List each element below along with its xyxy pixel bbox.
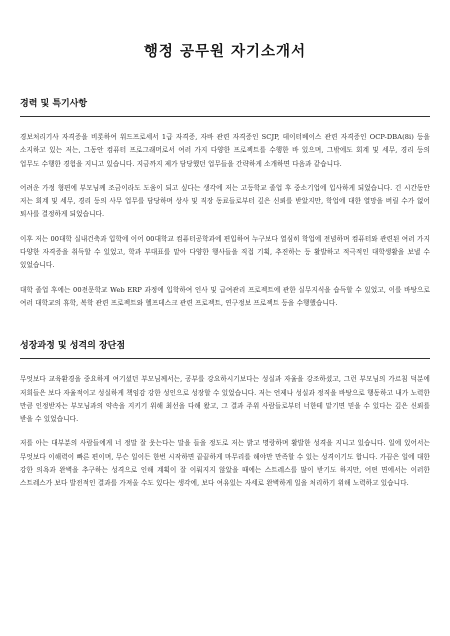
paragraph: 무엇보다 교육환경을 중요하게 여기셨던 부모님께서는, 공부를 강요하시기보다는 성실과 자율을 강조하셨고, 그런 부모님의 가르침 덕분에 저희들은 보다 자율적이고 성실하게 책임감 강한 성인으로 성장할 수 있었습니다. 저는 언제나 성실과 정직을 바탕으로 행동하고 내가 노력한 만큼 인정받자는 부모님과의 약속을 지키기 위해 최선을 다해 왔고, 그 결과 주위 사람들로부터 너한테 맡기면 믿을 수 있다는 깊은 신뢰를 받을 수 있었습니다. (20, 375, 430, 424)
paragraph: 어려운 가정 형편에 부모님께 조금이라도 도움이 되고 싶다는 생각에 저는 고등학교 졸업 후 중소기업에 입사하게 되었습니다. 긴 시간동안 저는 회계 및 세무, 경리 등의 사무 업무를 담당하며 상사 및 직장 동료들로부터 깊은 신뢰를 받았지만, 학업에 대한 열망을 버릴 수가 없어 퇴사를 결정하게 되었습니다. (20, 183, 430, 219)
section-divider (20, 358, 430, 359)
section-heading-career: 경력 및 특기사항 (20, 99, 88, 109)
paragraph: 대학 졸업 후에는 00전문학교 Web ERP 과정에 입학하여 인사 및 급여관리 프로젝트에 관한 실무지식을 습득할 수 있었고, 이를 바탕으로 여러 대학교의 휴학, 복학 관련 프로젝트와 헬프데스크 관련 프로젝트, 연구정보 프로젝트 등을 수행했습니다. (20, 285, 430, 307)
paragraph: 경보처리기사 자격증을 비롯하여 워드프로세서 1급 자격증, 자바 관련 자격증인 SCJP, 데이터베이스 관련 자격증인 OCP-DBA(8i) 등을 소지하고 있는 저는, 그동안 컴퓨터 프로그래머로서 여러 가지 다양한 프로젝트를 수행한 바 있으며, 그밖에도 회계 및 세무, 경리 등의 업무도 수행한 경험을 지니고 있습니다. 지금까지 제가 담당했던 업무들을 간략하게 소개하면 다음과 같습니다. (20, 133, 430, 168)
paragraph: 저를 아는 대부분의 사람들에게 너 정말 잘 웃는다는 말을 들을 정도로 저는 밝고 명랑하며 활발한 성격을 지니고 있습니다. 일에 있어서는 무엇보다 이해력이 빠른 편이며, 무슨 일이든 한번 시작하면 끝끝하게 마무리를 해야만 만족할 수 있는 성격이기도 합니다. 가끔은 일에 대한 강한 의욕과 완벽을 추구하는 성격으로 인해 계획이 잘 이뤄지지 않았을 때에는 스트레스를 많이 받기도 하지만, 어떤 면에서는 이러한 스트레스가 보다 발전적인 결과를 가져올 수도 있다는 생각에, 보다 여유있는 자세로 완벽하게 일을 처리하기 위해 노력하고 있습니다. (20, 439, 430, 488)
section-career (20, 98, 430, 310)
paragraph: 이후 저는 00대학 실내건축과 입학에 이어 00대학교 컴퓨터공학과에 편입하여 누구보다 열심히 학업에 전념하며 컴퓨터와 관련된 여러 가지 다양한 자격증을 취득할 수 있었고, 학과 부대표를 맡아 다양한 행사들을 직접 기획, 추진하는 등 활발하고 적극적인 대학생활을 보낼 수 있었습니다. (20, 234, 430, 270)
section-heading-growth: 성장과정 및 성격의 장단점 (20, 341, 126, 352)
section-growth (20, 340, 430, 490)
document-title: 행정 공무원 자기소개서 (143, 43, 307, 60)
section-divider (20, 116, 430, 117)
